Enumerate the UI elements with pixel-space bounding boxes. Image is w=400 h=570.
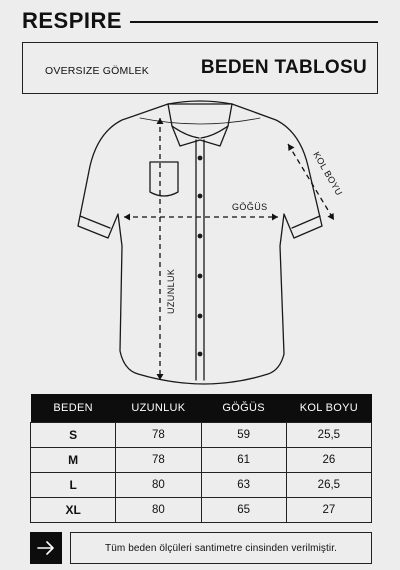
sleeve-label: KOL BOYU — [311, 150, 345, 198]
shirt-outline — [78, 101, 322, 384]
table-header-row — [31, 394, 372, 422]
arrow-right-icon — [30, 532, 62, 564]
size-cell: L — [31, 472, 116, 497]
title-box — [22, 42, 378, 94]
length-label: UZUNLUK — [166, 268, 176, 314]
page-title: BEDEN TABLOSU — [200, 57, 367, 78]
col-header-sleeve: KOL BOYU — [286, 394, 371, 422]
measure-arrows — [124, 118, 334, 380]
measure-lines — [124, 118, 334, 380]
length-cell: 78 — [116, 447, 201, 472]
sleeve-cell: 27 — [286, 497, 371, 522]
size-table — [30, 394, 372, 523]
col-header-chest: GÖĞÜS — [201, 394, 286, 422]
brand-header — [22, 8, 378, 34]
footer-note — [30, 532, 372, 564]
sleeve-cell: 26 — [286, 447, 371, 472]
product-subtitle: OVERSIZE GÖMLEK — [45, 65, 149, 77]
chest-cell: 63 — [201, 472, 286, 497]
col-header-length: UZUNLUK — [116, 394, 201, 422]
chest-cell: 61 — [201, 447, 286, 472]
arrow-head-icon — [272, 214, 278, 221]
table-row — [31, 447, 372, 472]
size-cell: S — [31, 422, 116, 447]
unit-note: Tüm beden ölçüleri santimetre cinsinden verilmiştir. — [70, 532, 372, 564]
shirt-buttons — [198, 156, 203, 357]
col-header-size: BEDEN — [31, 394, 116, 422]
shirt-illustration — [0, 96, 400, 388]
sleeve-cell: 26,5 — [286, 472, 371, 497]
length-cell: 80 — [116, 497, 201, 522]
brand-divider — [130, 21, 378, 23]
brand-logo: RESPIRE — [22, 8, 123, 33]
size-cell: XL — [31, 497, 116, 522]
length-cell: 78 — [116, 422, 201, 447]
chest-cell: 59 — [201, 422, 286, 447]
arrow-head-icon — [288, 144, 295, 151]
chest-cell: 65 — [201, 497, 286, 522]
table-row — [31, 497, 372, 522]
size-cell: M — [31, 447, 116, 472]
length-cell: 80 — [116, 472, 201, 497]
chest-label: GÖĞÜS — [232, 202, 268, 212]
sleeve-cell: 25,5 — [286, 422, 371, 447]
arrow-head-icon — [124, 214, 130, 221]
table-row — [31, 422, 372, 447]
table-row — [31, 472, 372, 497]
